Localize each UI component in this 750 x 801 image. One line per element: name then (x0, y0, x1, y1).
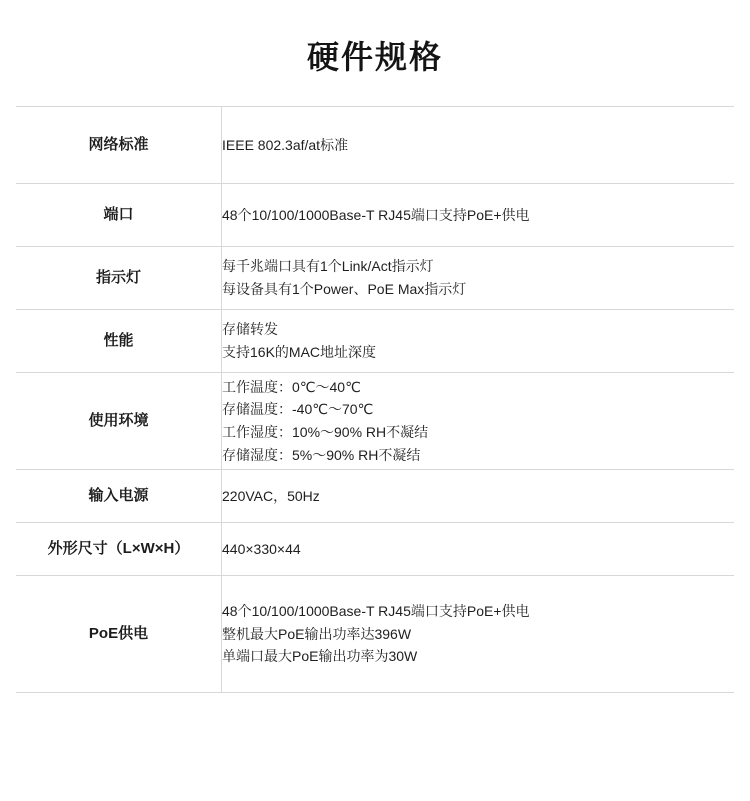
spec-label: 指示灯 (16, 247, 222, 310)
spec-value (222, 523, 735, 576)
spec-value-line: 支持16K的MAC地址深度 (222, 344, 377, 360)
spec-label: 端口 (16, 184, 222, 247)
table-row (16, 184, 734, 247)
spec-value-line: 每设备具有1个Power、PoE Max指示灯 (222, 281, 467, 297)
table-row (16, 523, 734, 576)
spec-value-line: 存储湿度：5%～90% RH不凝结 (222, 446, 421, 463)
spec-value-line: 220VAC，50Hz (222, 487, 320, 504)
spec-value (222, 184, 735, 247)
spec-value (222, 470, 735, 523)
spec-value-line: 440×330×44 (222, 540, 301, 557)
spec-label: 网络标准 (16, 107, 222, 184)
table-row (16, 247, 734, 310)
spec-value (222, 373, 735, 470)
spec-value (222, 576, 735, 693)
spec-value (222, 107, 735, 184)
page-title: 硬件规格 (306, 39, 443, 75)
spec-value-line: 48个10/100/1000Base-T RJ45端口支持PoE+供电 (222, 602, 530, 619)
spec-value-line: 存储转发 (222, 321, 278, 338)
spec-value-line: 48个10/100/1000Base-T RJ45端口支持PoE+供电 (222, 206, 530, 223)
spec-value-line: 单端口最大PoE输出功率为30W (222, 648, 418, 665)
spec-label: 性能 (16, 310, 222, 373)
table-row (16, 310, 734, 373)
table-row (16, 470, 734, 523)
table-row (16, 373, 734, 470)
spec-value-line: 工作湿度：10%～90% RH不凝结 (222, 424, 429, 440)
spec-value-line: IEEE 802.3af/at标准 (222, 136, 349, 153)
spec-value-line: 整机最大PoE输出功率达396W (222, 625, 412, 642)
spec-value (222, 247, 735, 310)
hardware-spec-table (16, 106, 734, 693)
spec-label: 外形尺寸（L×W×H） (16, 523, 222, 576)
table-row (16, 576, 734, 693)
spec-value-line: 每千兆端口具有1个Link/Act指示灯 (222, 258, 434, 275)
spec-label: PoE供电 (16, 576, 222, 693)
spec-label: 使用环境 (16, 373, 222, 470)
spec-value-line: 工作温度：0℃～40℃ (222, 378, 361, 395)
spec-value (222, 310, 735, 373)
spec-label: 输入电源 (16, 470, 222, 523)
spec-value-line: 存储温度：-40℃～70℃ (222, 401, 374, 418)
table-row (16, 107, 734, 184)
